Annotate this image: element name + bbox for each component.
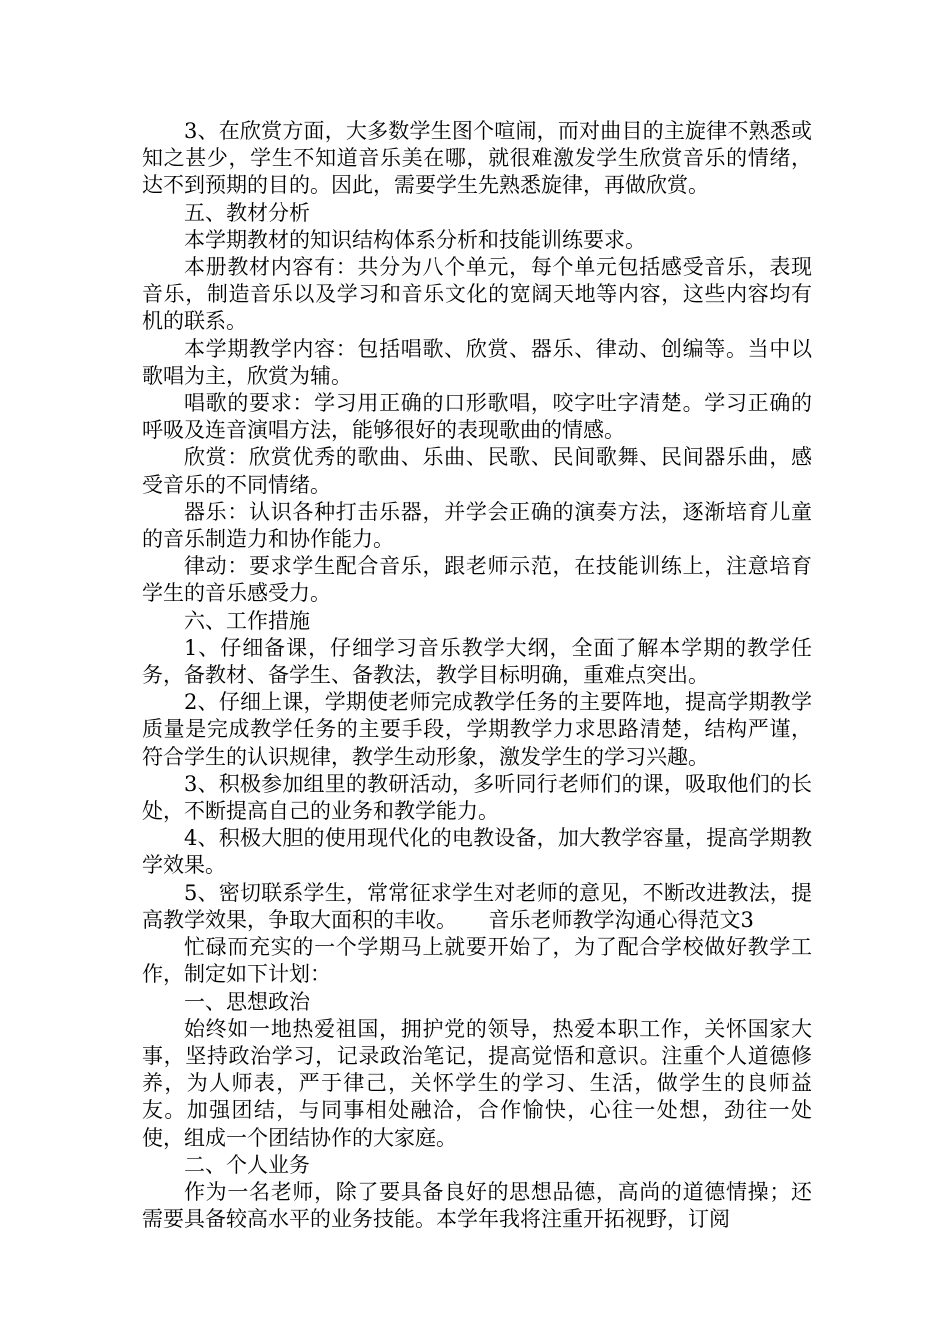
- section-heading-personal-work: 二、个人业务: [184, 1152, 310, 1177]
- paragraph: 4、积极大胆的使用现代化的电教设备，加大教学容量，提高学期教学效果。: [142, 826, 812, 878]
- section-heading-textbook-analysis: 五、教材分析: [184, 200, 310, 225]
- paragraph: 律动：要求学生配合音乐，跟老师示范，在技能训练上，注意培育学生的音乐感受力。: [142, 554, 812, 606]
- paragraph: 3、在欣赏方面，大多数学生图个喧闹，而对曲目的主旋律不熟悉或知之甚少，学生不知道音乐美在哪，就很难激发学生欣赏音乐的情绪，达不到预期的目的。因此，需要学生先熟悉旋律，再做欣赏。: [142, 119, 812, 198]
- section-heading-work-measures: 六、工作措施: [184, 608, 310, 633]
- paragraph: 欣赏：欣赏优秀的歌曲、乐曲、民歌、民间歌舞、民间器乐曲，感受音乐的不同情绪。: [142, 445, 812, 497]
- paragraph: 本学期教学内容：包括唱歌、欣赏、器乐、律动、创编等。当中以歌唱为主，欣赏为辅。: [142, 336, 812, 388]
- paragraph: 5、密切联系学生，常常征求学生对老师的意见，不断改进教法，提高教学效果，争取大面积的丰收。 音乐老师教学沟通心得范文3: [142, 880, 812, 932]
- paragraph: 忙碌而充实的一个学期马上就要开始了，为了配合学校做好教学工作，制定如下计划：: [142, 935, 812, 987]
- paragraph: 始终如一地热爱祖国，拥护党的领导，热爱本职工作，关怀国家大事，坚持政治学习，记录政治笔记，提高觉悟和意识。注重个人道德修养，为人师表，严于律己，关怀学生的学习、生活，做学生的良师益友。加强团结，与同事相处融洽，合作愉快，心往一处想，劲往一处使，组成一个团结协作的大家庭。: [142, 1016, 812, 1150]
- paragraph: 1、仔细备课，仔细学习音乐教学大纲，全面了解本学期的教学任务，备教材、备学生、备教法，教学目标明确，重难点突出。: [142, 635, 812, 688]
- section-heading-ideology-politics: 一、思想政治: [184, 989, 310, 1014]
- paragraph: 唱歌的要求：学习用正确的口形歌唱，咬字吐字清楚。学习正确的呼吸及连音演唱方法，能够很好的表现歌曲的情感。: [142, 391, 812, 443]
- document-body: [142, 118, 812, 1233]
- paragraph: 本册教材内容有：共分为八个单元，每个单元包括感受音乐，表现音乐，制造音乐以及学习和音乐文化的宽阔天地等内容，这些内容均有机的联系。: [142, 255, 812, 334]
- paragraph: 作为一名老师，除了要具备良好的思想品德，高尚的道德情操；还需要具备较高水平的业务技能。本学年我将注重开拓视野，订阅: [142, 1179, 812, 1232]
- paragraph: 2、仔细上课，学期使老师完成教学任务的主要阵地，提高学期教学质量是完成教学任务的主要手段，学期教学力求思路清楚，结构严谨，符合学生的认识规律，教学生动形象，激发学生的学习兴趣。: [142, 690, 812, 769]
- paragraph: 3、积极参加组里的教研活动，多听同行老师们的课，吸取他们的长处，不断提高自己的业务和教学能力。: [142, 771, 812, 824]
- paragraph: 器乐：认识各种打击乐器，并学会正确的演奏方法，逐渐培育儿童的音乐制造力和协作能力。: [142, 499, 812, 552]
- paragraph: 本学期教材的知识结构体系分析和技能训练要求。: [184, 227, 646, 252]
